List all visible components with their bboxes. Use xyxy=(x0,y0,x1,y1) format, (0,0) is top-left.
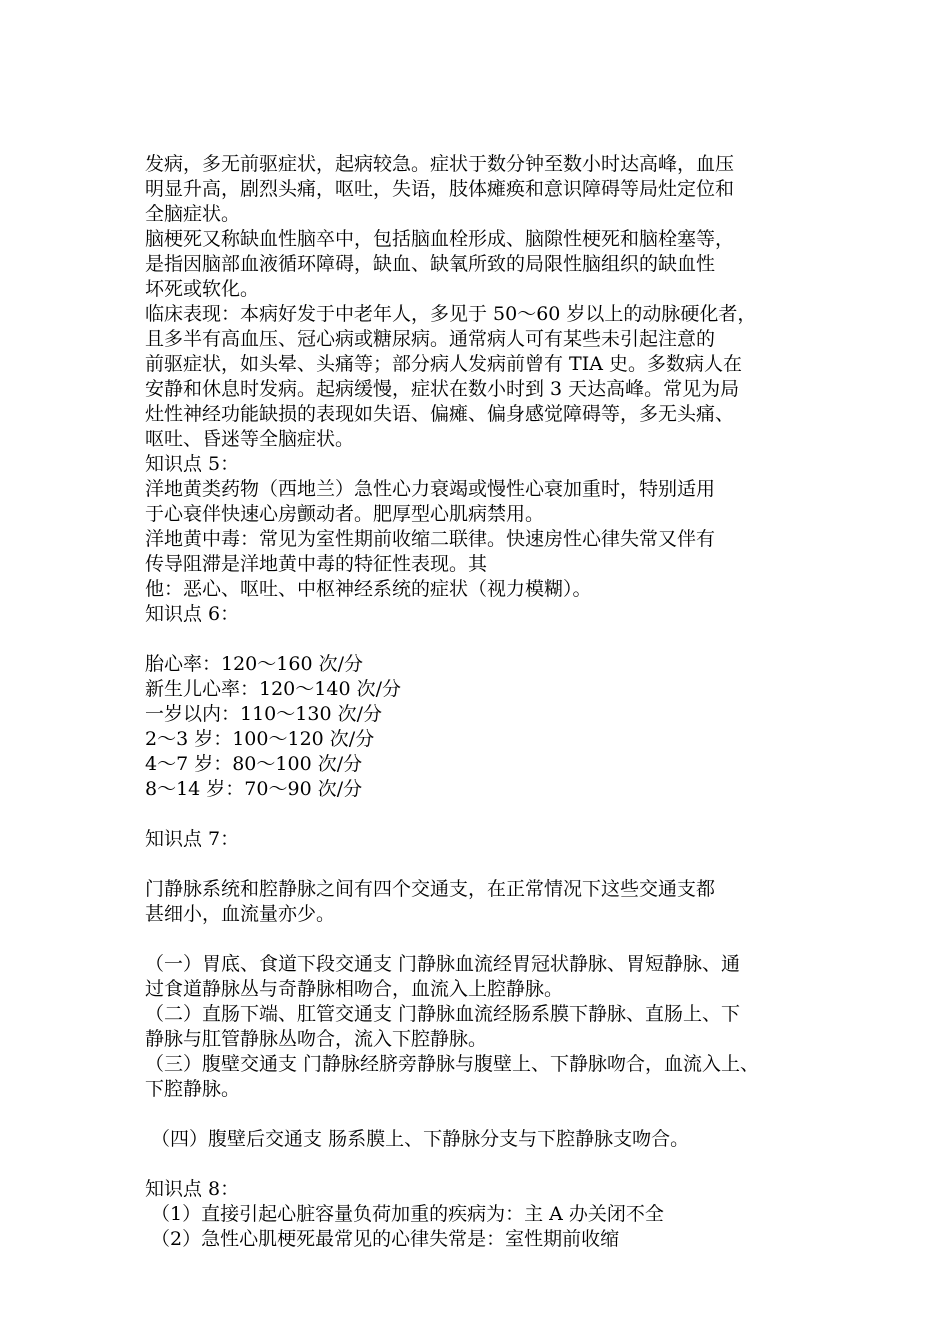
section-heading-kp6: 知识点 6： xyxy=(145,603,240,625)
text-line: 全脑症状。 xyxy=(145,203,241,225)
text-line: 过食道静脉丛与奇静脉相吻合，血流入上腔静脉。 xyxy=(145,978,564,1000)
text-line: 临床表现：本病好发于中老年人，多见于 50～60 岁以上的动脉硬化者， xyxy=(145,303,757,325)
blank-line xyxy=(145,1102,825,1127)
heart-rate-line: 胎心率：120～160 次/分 xyxy=(145,653,363,675)
section-heading-kp7: 知识点 7： xyxy=(145,828,240,850)
heart-rate-line: 8～14 岁：70～90 次/分 xyxy=(145,778,363,800)
text-line: 洋地黄中毒：常见为室性期前收缩二联律。快速房性心律失常又伴有 xyxy=(145,528,716,550)
text-line: 明显升高，剧烈头痛，呕吐，失语，肢体瘫痪和意识障碍等局灶定位和 xyxy=(145,178,735,200)
text-line: 呕吐、昏迷等全脑症状。 xyxy=(145,428,355,450)
blank-line xyxy=(145,927,825,952)
text-line: 静脉与肛管静脉丛吻合，流入下腔静脉。 xyxy=(145,1028,488,1050)
text-line: 坏死或软化。 xyxy=(145,278,260,300)
text-line: （2）急性心肌梗死最常见的心律失常是：室性期前收缩 xyxy=(145,1228,620,1250)
text-line: 下腔静脉。 xyxy=(145,1078,241,1100)
text-line: （1）直接引起心脏容量负荷加重的疾病为：主 A 办关闭不全 xyxy=(145,1203,664,1225)
text-line: 安静和休息时发病。起病缓慢，症状在数小时到 3 天达高峰。常见为局 xyxy=(145,378,740,400)
text-line: （四）腹壁后交通支 肠系膜上、下静脉分支与下腔静脉支吻合。 xyxy=(145,1128,690,1150)
heart-rate-line: 2～3 岁：100～120 次/分 xyxy=(145,728,375,750)
text-line: 且多半有高血压、冠心病或糖尿病。通常病人可有某些未引起注意的 xyxy=(145,328,716,350)
text-line: 门静脉系统和腔静脉之间有四个交通支，在正常情况下这些交通支都 xyxy=(145,878,716,900)
section-heading-kp5: 知识点 5： xyxy=(145,453,240,475)
blank-line xyxy=(145,852,825,877)
blank-line xyxy=(145,1152,825,1177)
text-line: 他：恶心、呕吐、中枢神经系统的症状（视力模糊）。 xyxy=(145,578,592,600)
heart-rate-line: 一岁以内：110～130 次/分 xyxy=(145,703,382,725)
text-line: 前驱症状，如头晕、头痛等；部分病人发病前曾有 TIA 史。多数病人在 xyxy=(145,353,742,375)
text-line: 于心衰伴快速心房颤动者。肥厚型心肌病禁用。 xyxy=(145,503,545,525)
text-line: 洋地黄类药物（西地兰）急性心力衰竭或慢性心衰加重时，特别适用 xyxy=(145,478,716,500)
heart-rate-line: 新生儿心率：120～140 次/分 xyxy=(145,678,401,700)
document-page xyxy=(145,152,825,1252)
blank-line xyxy=(145,627,825,652)
text-line: 甚细小，血流量亦少。 xyxy=(145,903,336,925)
text-line: 脑梗死又称缺血性脑卒中，包括脑血栓形成、脑隙性梗死和脑栓塞等， xyxy=(145,228,735,250)
text-line: （二）直肠下端、肛管交通支 门静脉血流经肠系膜下静脉、直肠上、下 xyxy=(145,1003,741,1025)
text-line: 发病，多无前驱症状，起病较急。症状于数分钟至数小时达高峰，血压 xyxy=(145,153,735,175)
section-heading-kp8: 知识点 8： xyxy=(145,1178,240,1200)
heart-rate-line: 4～7 岁：80～100 次/分 xyxy=(145,753,363,775)
blank-line xyxy=(145,802,825,827)
text-line: 灶性神经功能缺损的表现如失语、偏瘫、偏身感觉障碍等，多无头痛、 xyxy=(145,403,735,425)
text-line: 传导阻滞是洋地黄中毒的特征性表现。其 xyxy=(145,553,488,575)
text-line: （一）胃底、食道下段交通支 门静脉血流经胃冠状静脉、胃短静脉、通 xyxy=(145,953,741,975)
text-line: （三）腹壁交通支 门静脉经脐旁静脉与腹壁上、下静脉吻合，血流入上、 xyxy=(145,1053,760,1075)
text-line: 是指因脑部血液循环障碍，缺血、缺氧所致的局限性脑组织的缺血性 xyxy=(145,253,716,275)
